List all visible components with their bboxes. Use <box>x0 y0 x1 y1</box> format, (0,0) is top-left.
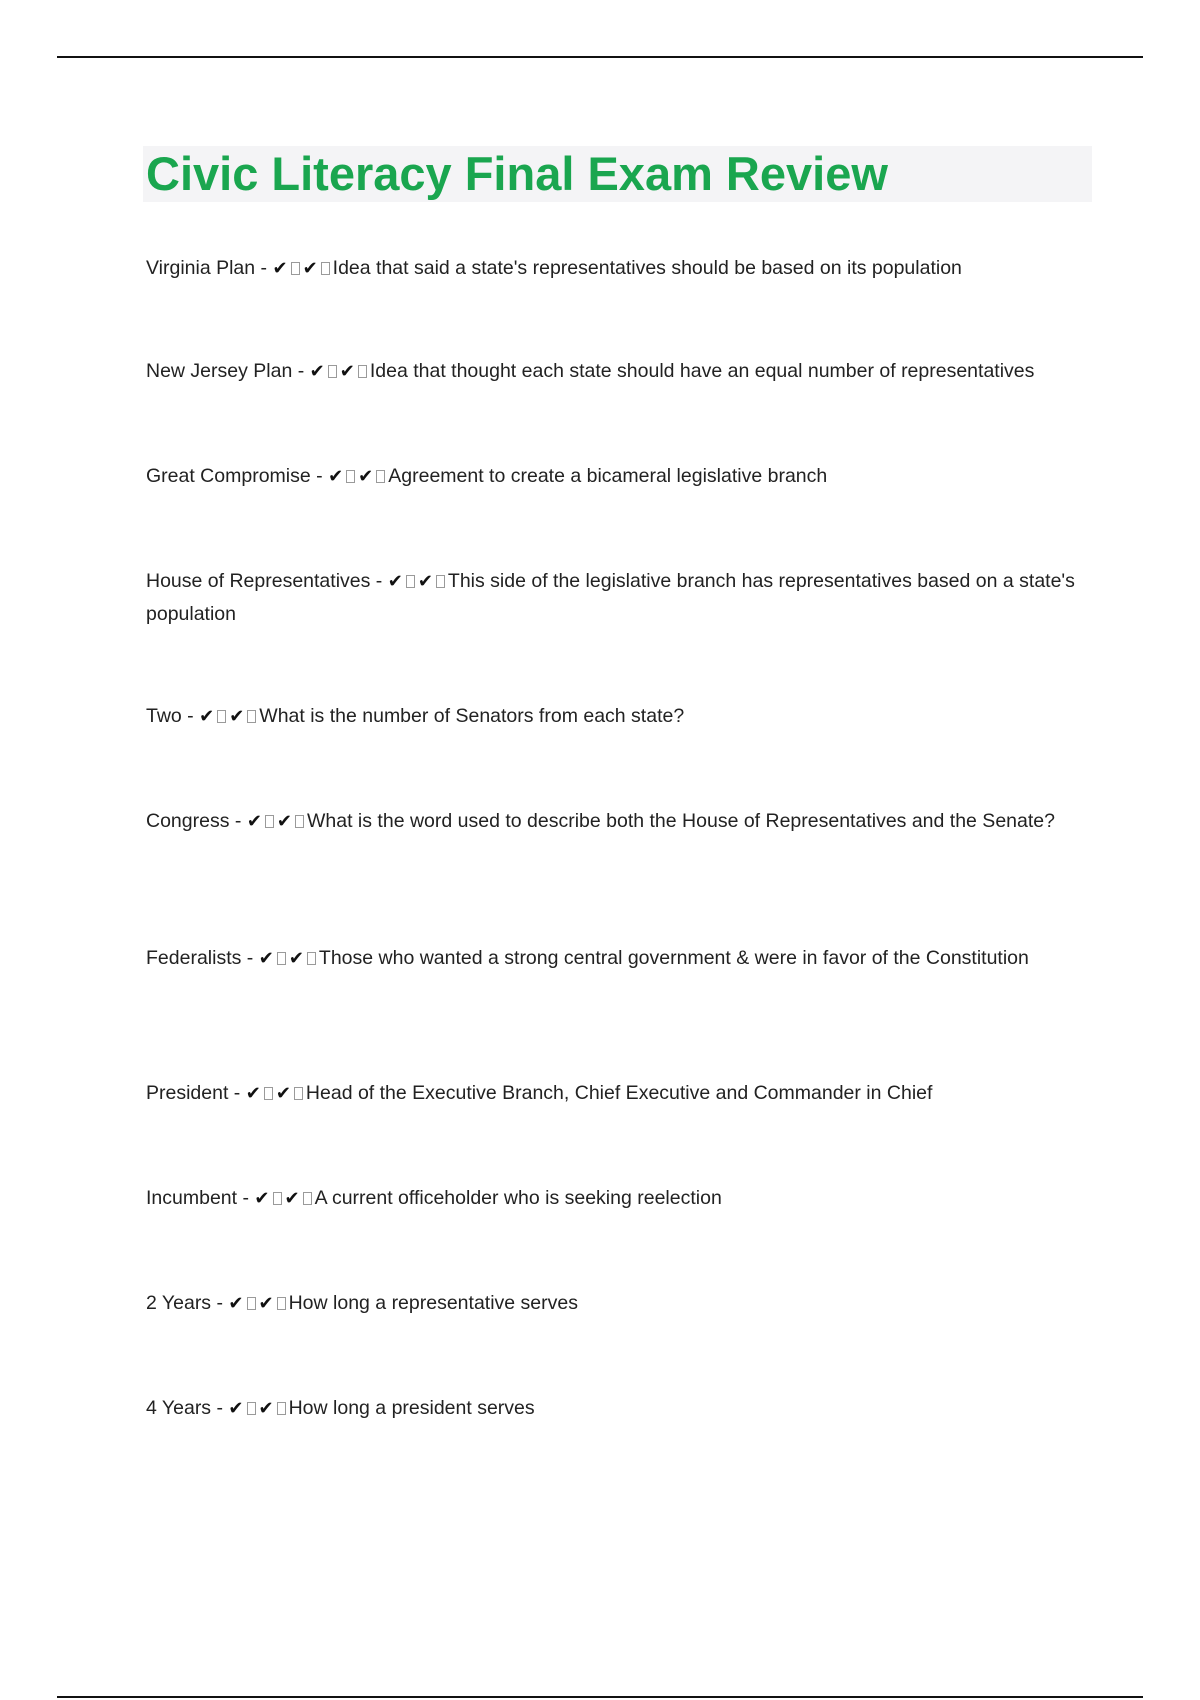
separator: - <box>229 810 247 832</box>
check-icon: ✔ <box>284 1188 300 1209</box>
bottom-rule <box>57 1696 1143 1698</box>
qa-entry <box>146 1287 1092 1320</box>
qa-entry <box>146 700 1092 733</box>
missing-glyph-icon <box>303 1192 312 1205</box>
missing-glyph-icon <box>328 365 337 378</box>
missing-glyph-icon <box>321 262 330 275</box>
missing-glyph-icon <box>277 952 286 965</box>
entry-definition: What is the word used to describe both the House of Representatives and the Senate? <box>307 810 1055 832</box>
missing-glyph-icon <box>406 575 415 588</box>
missing-glyph-icon <box>264 1087 273 1100</box>
check-icon: ✔ <box>302 258 318 279</box>
check-icon: ✔ <box>339 361 355 382</box>
qa-entry <box>146 942 1092 975</box>
entry-definition: How long a representative serves <box>288 1292 578 1314</box>
qa-entry <box>146 805 1092 838</box>
missing-glyph-icon <box>247 1402 256 1415</box>
check-icon: ✔ <box>246 811 262 832</box>
missing-glyph-icon <box>247 710 256 723</box>
entry-definition: How long a president serves <box>288 1397 535 1419</box>
missing-glyph-icon <box>436 575 445 588</box>
check-icon: ✔ <box>276 811 292 832</box>
separator: - <box>211 1397 229 1419</box>
check-icon: ✔ <box>272 258 288 279</box>
missing-glyph-icon <box>376 470 385 483</box>
entry-term: President <box>146 1082 229 1104</box>
entry-definition: Idea that thought each state should have an equal number of representatives <box>369 360 1035 382</box>
check-icon: ✔ <box>228 1293 244 1314</box>
check-icon: ✔ <box>229 706 245 727</box>
missing-glyph-icon <box>291 262 300 275</box>
missing-glyph-icon <box>295 815 304 828</box>
check-icon: ✔ <box>245 1083 261 1104</box>
entry-term: New Jersey Plan <box>146 360 293 382</box>
entry-term: Two <box>146 705 182 727</box>
qa-entry <box>146 355 1092 388</box>
entry-term: Virginia Plan <box>146 257 256 279</box>
top-rule <box>57 56 1143 58</box>
check-icon: ✔ <box>228 1398 244 1419</box>
missing-glyph-icon <box>277 1402 286 1415</box>
separator: - <box>181 705 200 727</box>
missing-glyph-icon <box>273 1192 282 1205</box>
missing-glyph-icon <box>217 710 226 723</box>
separator: - <box>237 1187 255 1209</box>
check-icon: ✔ <box>417 571 433 592</box>
entry-definition: Idea that said a state's representatives should be based on its population <box>332 257 962 279</box>
missing-glyph-icon <box>307 952 316 965</box>
entry-definition: A current officeholder who is seeking reelection <box>314 1187 722 1209</box>
entry-term: House of Representatives <box>146 570 371 592</box>
separator: - <box>310 465 329 487</box>
missing-glyph-icon <box>294 1087 303 1100</box>
missing-glyph-icon <box>247 1297 256 1310</box>
check-icon: ✔ <box>275 1083 291 1104</box>
missing-glyph-icon <box>277 1297 286 1310</box>
check-icon: ✔ <box>387 571 403 592</box>
missing-glyph-icon <box>346 470 355 483</box>
qa-entry <box>146 1182 1092 1215</box>
entry-term: 2 Years <box>146 1292 212 1314</box>
check-icon: ✔ <box>258 948 274 969</box>
page-title: Civic Literacy Final Exam Review <box>146 147 888 200</box>
entry-term: Incumbent <box>146 1187 238 1209</box>
qa-entry <box>146 1077 1092 1110</box>
separator: - <box>228 1082 246 1104</box>
check-icon: ✔ <box>288 948 304 969</box>
check-icon: ✔ <box>199 706 215 727</box>
separator: - <box>255 257 273 279</box>
entry-definition: This side of the legislative branch has representatives based on a state's population <box>146 570 1075 625</box>
entry-term: Great Compromise <box>146 465 311 487</box>
entry-term: 4 Years <box>146 1397 212 1419</box>
check-icon: ✔ <box>258 1293 274 1314</box>
check-icon: ✔ <box>358 466 374 487</box>
check-icon: ✔ <box>258 1398 274 1419</box>
missing-glyph-icon <box>265 815 274 828</box>
entry-term: Federalists <box>146 947 242 969</box>
check-icon: ✔ <box>328 466 344 487</box>
entry-definition: Head of the Executive Branch, Chief Executive and Commander in Chief <box>305 1082 933 1104</box>
separator: - <box>370 570 388 592</box>
entry-definition: What is the number of Senators from each state? <box>259 705 685 727</box>
qa-entry <box>146 252 1092 285</box>
missing-glyph-icon <box>358 365 367 378</box>
entry-definition: Agreement to create a bicameral legislative branch <box>388 465 828 487</box>
separator: - <box>292 360 310 382</box>
check-icon: ✔ <box>309 361 325 382</box>
check-icon: ✔ <box>254 1188 270 1209</box>
entry-term: Congress <box>146 810 230 832</box>
entry-definition: Those who wanted a strong central government & were in favor of the Constitution <box>318 947 1029 969</box>
separator: - <box>241 947 259 969</box>
qa-entry <box>146 565 1092 630</box>
separator: - <box>211 1292 229 1314</box>
qa-entry <box>146 460 1092 493</box>
qa-entry <box>146 1392 1092 1425</box>
